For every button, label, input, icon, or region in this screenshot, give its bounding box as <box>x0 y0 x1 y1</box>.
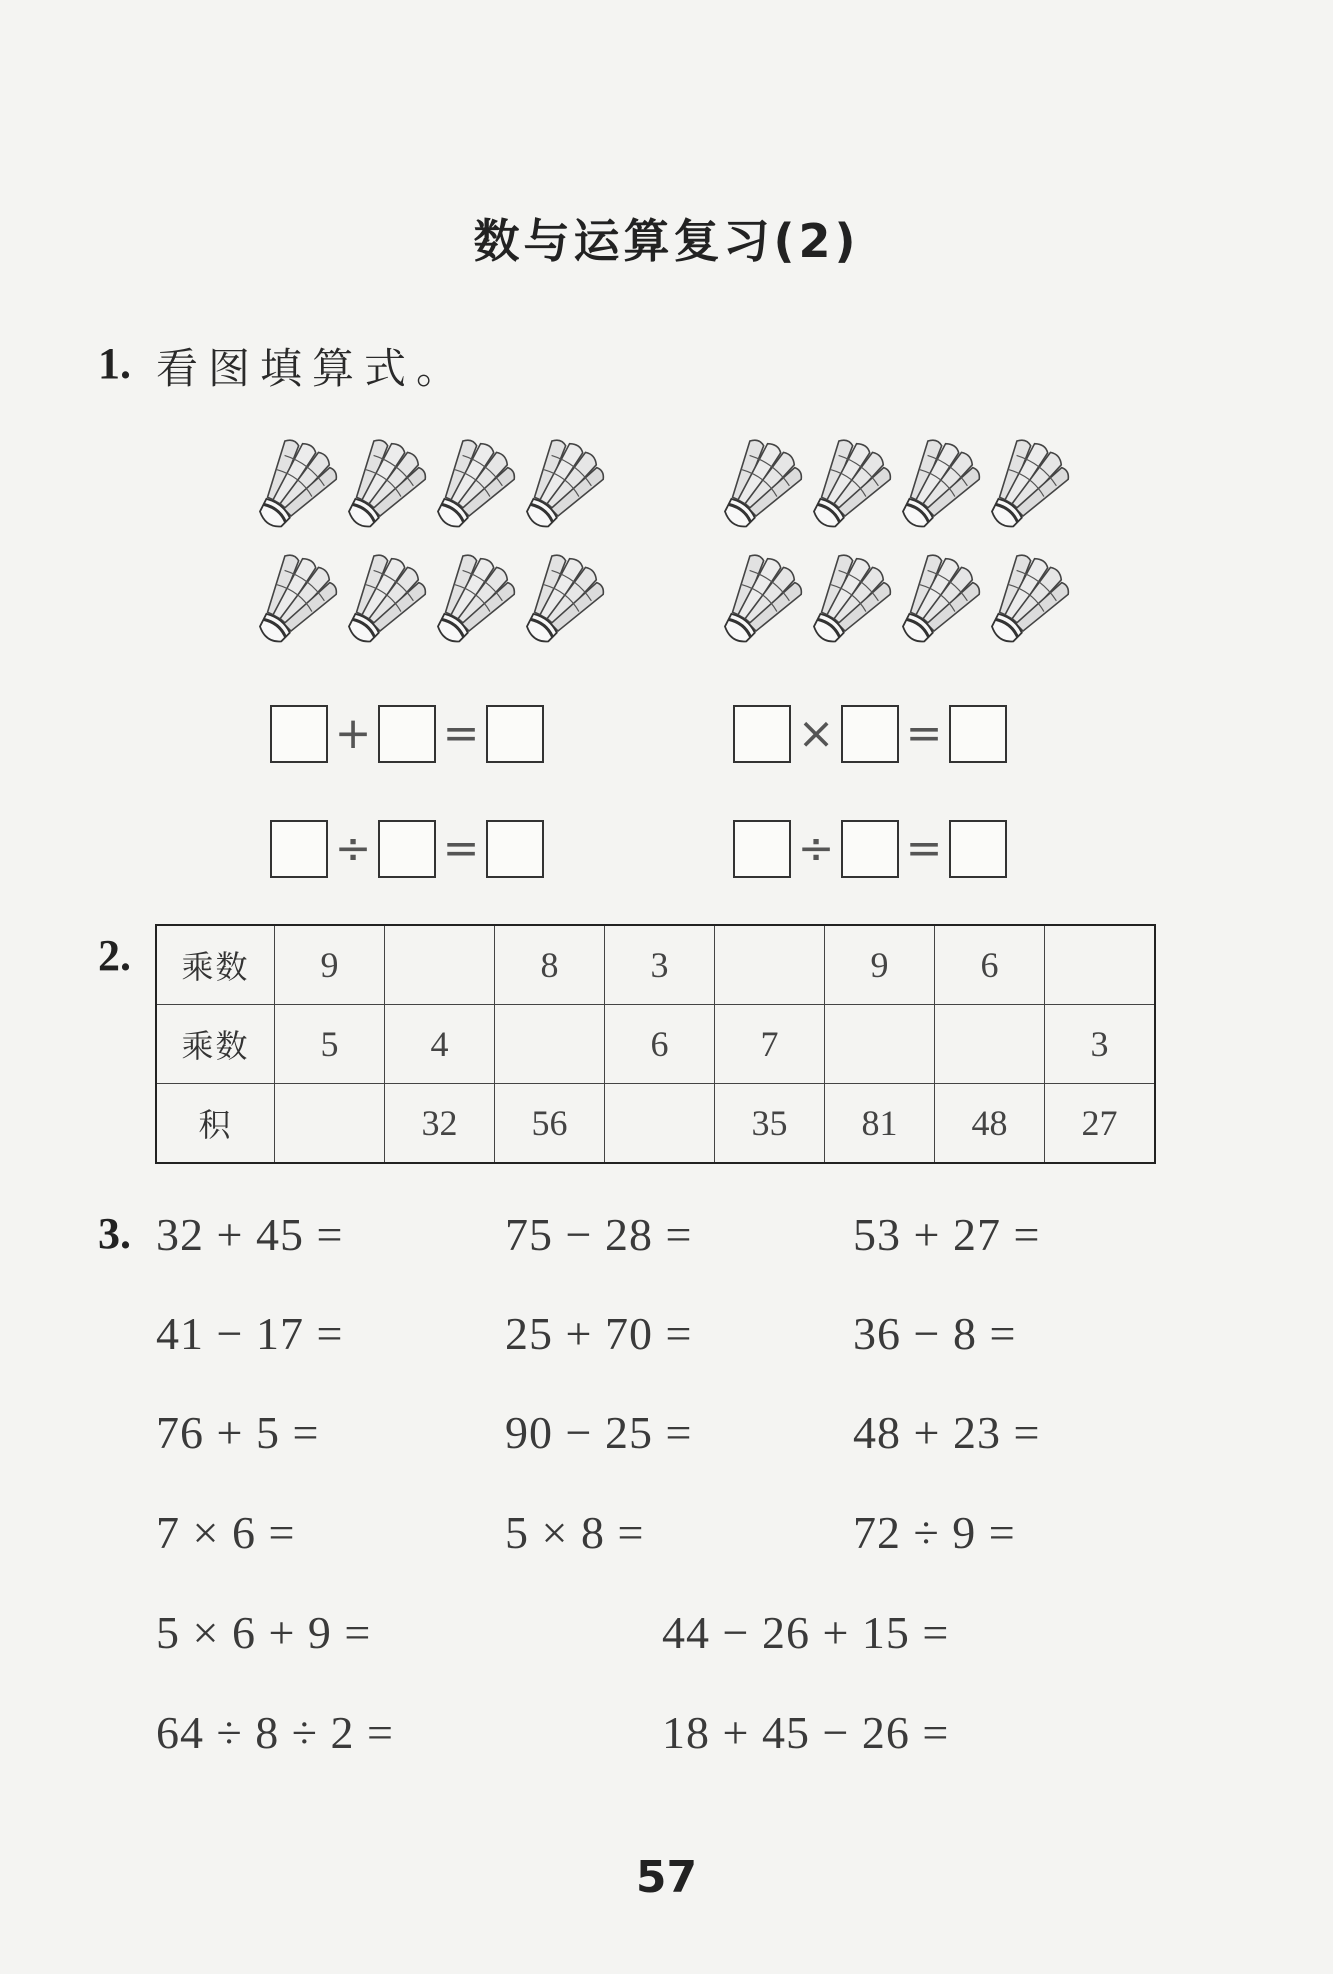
table-cell[interactable] <box>715 925 825 1005</box>
shuttlecock-icon <box>337 547 427 652</box>
answer-box[interactable] <box>486 820 544 878</box>
table-cell[interactable]: 6 <box>935 925 1045 1005</box>
table-cell[interactable] <box>275 1084 385 1164</box>
shuttlecock-icon <box>891 547 981 652</box>
equation-row <box>733 815 1007 883</box>
row-header: 乘数 <box>156 925 275 1005</box>
answer-box[interactable] <box>270 705 328 763</box>
shuttlecock-icon <box>426 432 516 537</box>
shuttlecock-icon <box>980 432 1070 537</box>
row-header: 积 <box>156 1084 275 1164</box>
arithmetic-problem[interactable]: 48 + 23 = <box>853 1407 1041 1458</box>
table-cell[interactable]: 27 <box>1045 1084 1156 1164</box>
table-cell[interactable]: 8 <box>495 925 605 1005</box>
equation-row <box>270 815 544 883</box>
table-cell[interactable]: 35 <box>715 1084 825 1164</box>
page-number: 57 <box>635 1852 698 1903</box>
answer-box[interactable] <box>486 705 544 763</box>
answer-box[interactable] <box>733 705 791 763</box>
operator: × <box>797 708 835 759</box>
answer-box[interactable] <box>378 705 436 763</box>
answer-box[interactable] <box>949 705 1007 763</box>
answer-box[interactable] <box>270 820 328 878</box>
shuttlecock-icon <box>515 547 605 652</box>
shuttlecock-icon <box>248 432 338 537</box>
table-row <box>156 1084 1155 1164</box>
equation-row <box>270 700 544 768</box>
arithmetic-problem[interactable]: 44 − 26 + 15 = <box>662 1607 950 1658</box>
shuttlecock-group-left <box>248 432 628 662</box>
answer-box[interactable] <box>841 705 899 763</box>
table-cell[interactable]: 3 <box>605 925 715 1005</box>
table-cell[interactable]: 6 <box>605 1005 715 1084</box>
shuttlecock-group-right <box>713 432 1093 662</box>
equals-sign: = <box>905 708 943 759</box>
arithmetic-problem[interactable]: 18 + 45 − 26 = <box>662 1707 950 1758</box>
arithmetic-problem[interactable]: 25 + 70 = <box>505 1308 693 1359</box>
arithmetic-problem[interactable]: 53 + 27 = <box>853 1209 1041 1260</box>
table-cell[interactable] <box>1045 925 1156 1005</box>
table-cell[interactable]: 9 <box>275 925 385 1005</box>
shuttlecock-icon <box>713 432 803 537</box>
answer-box[interactable] <box>733 820 791 878</box>
table-cell[interactable] <box>825 1005 935 1084</box>
table-cell[interactable] <box>605 1084 715 1164</box>
arithmetic-problem[interactable]: 75 − 28 = <box>505 1209 693 1260</box>
table-cell[interactable]: 81 <box>825 1084 935 1164</box>
page-title: 数与运算复习(2) <box>473 214 860 268</box>
row-header: 乘数 <box>156 1005 275 1084</box>
shuttlecock-icon <box>802 432 892 537</box>
arithmetic-problem[interactable]: 76 + 5 = <box>156 1407 320 1458</box>
shuttlecock-icon <box>515 432 605 537</box>
table-cell[interactable]: 32 <box>385 1084 495 1164</box>
shuttlecock-icon <box>426 547 516 652</box>
arithmetic-problem[interactable]: 5 × 6 + 9 = <box>156 1607 372 1658</box>
question-1-text: 看图填算式。 <box>156 344 469 393</box>
shuttlecock-icon <box>802 547 892 652</box>
arithmetic-problem[interactable]: 64 ÷ 8 ÷ 2 = <box>156 1707 394 1758</box>
operator: + <box>334 708 372 759</box>
shuttlecock-icon <box>713 547 803 652</box>
table-row <box>156 925 1155 1005</box>
question-3-number: 3. <box>98 1209 131 1258</box>
shuttlecock-icon <box>337 432 427 537</box>
arithmetic-problem[interactable]: 32 + 45 = <box>156 1209 344 1260</box>
arithmetic-problem[interactable]: 41 − 17 = <box>156 1308 344 1359</box>
arithmetic-problem[interactable]: 90 − 25 = <box>505 1407 693 1458</box>
equals-sign: = <box>905 823 943 874</box>
answer-box[interactable] <box>841 820 899 878</box>
arithmetic-problem[interactable]: 7 × 6 = <box>156 1507 296 1558</box>
equation-row <box>733 700 1007 768</box>
shuttlecock-icon <box>891 432 981 537</box>
table-cell[interactable] <box>385 925 495 1005</box>
arithmetic-problem[interactable]: 5 × 8 = <box>505 1507 645 1558</box>
operator: ÷ <box>334 823 372 874</box>
operator: ÷ <box>797 823 835 874</box>
table-row <box>156 1005 1155 1084</box>
answer-box[interactable] <box>378 820 436 878</box>
table-cell[interactable]: 3 <box>1045 1005 1156 1084</box>
shuttlecock-icon <box>980 547 1070 652</box>
table-cell[interactable]: 56 <box>495 1084 605 1164</box>
arithmetic-problem[interactable]: 72 ÷ 9 = <box>853 1507 1016 1558</box>
multiplication-table <box>155 924 1156 1164</box>
shuttlecock-icon <box>248 547 338 652</box>
table-cell[interactable]: 9 <box>825 925 935 1005</box>
arithmetic-problem[interactable]: 36 − 8 = <box>853 1308 1017 1359</box>
table-cell[interactable] <box>935 1005 1045 1084</box>
table-cell[interactable] <box>495 1005 605 1084</box>
table-cell[interactable]: 7 <box>715 1005 825 1084</box>
table-cell[interactable]: 48 <box>935 1084 1045 1164</box>
table-cell[interactable]: 4 <box>385 1005 495 1084</box>
equals-sign: = <box>442 708 480 759</box>
question-2-number: 2. <box>98 931 131 980</box>
question-1-number: 1. <box>98 339 131 388</box>
table-cell[interactable]: 5 <box>275 1005 385 1084</box>
equals-sign: = <box>442 823 480 874</box>
answer-box[interactable] <box>949 820 1007 878</box>
